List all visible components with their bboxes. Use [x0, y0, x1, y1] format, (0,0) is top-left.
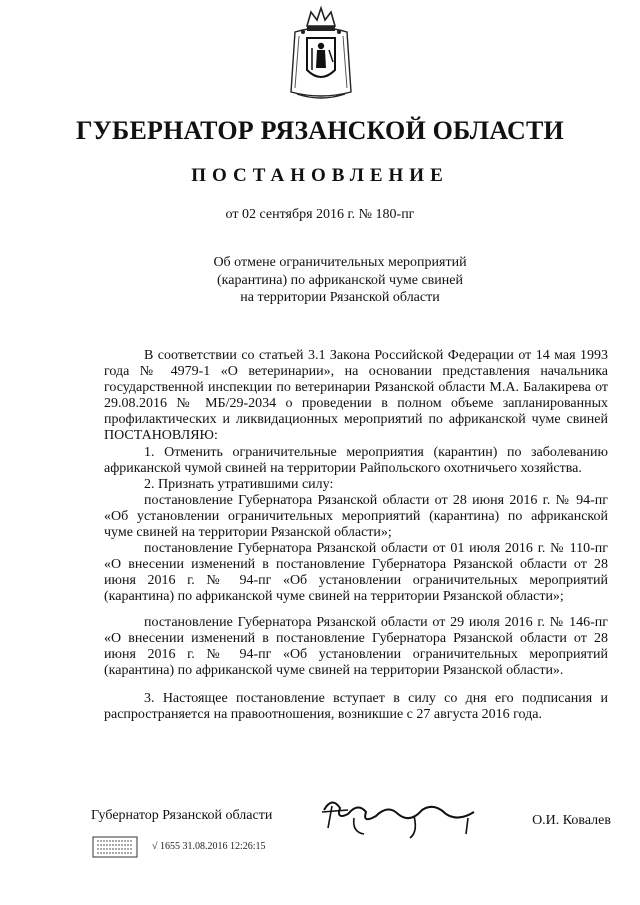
registration-stamp-icon — [92, 836, 138, 858]
issuer-title: ГУБЕРНАТОР РЯЗАНСКОЙ ОБЛАСТИ — [76, 116, 564, 145]
signer-position: Губернатор Рязанской области — [91, 808, 273, 823]
repealed-item-paragraph: постановление Губернатора Рязанской области от 28 июня 2016 г. № 94-пг «Об установлении ограничительных мероприятий (карантина) по африканской чуме свиней на территории Рязанской области»; — [104, 492, 608, 541]
registration-note: √ 1655 31.08.2016 12:26:15 — [152, 841, 266, 852]
document-body — [104, 348, 608, 723]
clause-1-paragraph: 1. Отменить ограничительные мероприятия (карантин) по заболеванию африканской чумой свиней на территории Райпольского охотничьего хозяйства. — [104, 444, 608, 476]
handwritten-signature — [318, 788, 480, 840]
repealed-item-paragraph: постановление Губернатора Рязанской области от 01 июля 2016 г. № 110-пг «О внесении изменений в постановление Губернатора Рязанской области от 28 июня 2016 г. № 94-пг «Об установлении ограничительных мероприятий (карантина) по африканской чуме свиней на территории Рязанской области»; — [104, 541, 608, 605]
repealed-item-paragraph: постановление Губернатора Рязанской области от 29 июля 2016 г. № 146-пг «О внесении изменений в постановление Губернатора Рязанской области от 28 июня 2016 г. № 94-пг «Об установлении ограничительных мероприятий (карантина) по африканской чуме свиней на территории Рязанской области». — [104, 614, 608, 678]
preamble-paragraph: В соответствии со статьей 3.1 Закона Российской Федерации от 14 мая 1993 года № 4979-1 «О ветеринарии», на основании представления начальника государственной инспекции по ветеринарии Рязанской области М.А. Балакирева от 29.08.2016 № МБ/29-2034 о проведении в полном объеме запланированных профилактических и ликвидационных мероприятий по африканской чуме свиней ПОСТАНОВЛЯЮ: — [104, 348, 608, 444]
clause-2-paragraph: 2. Признать утратившими силу: — [144, 476, 334, 492]
signer-name: О.И. Ковалев — [532, 813, 611, 828]
subject-line: Об отмене ограничительных мероприятий — [213, 255, 467, 270]
clause-3-paragraph: 3. Настоящее постановление вступает в силу со дня его подписания и распространяется на правоотношения, возникшие с 27 августа 2016 года. — [104, 690, 608, 722]
coat-of-arms-icon — [285, 4, 357, 104]
subject-line: (карантина) по африканской чуме свиней — [217, 272, 463, 288]
document-subject — [190, 254, 490, 307]
subject-line: на территории Рязанской области — [240, 290, 440, 305]
document-type: ПОСТАНОВЛЕНИЕ — [191, 165, 449, 186]
document-date-number: от 02 сентября 2016 г. № 180-пг — [225, 207, 415, 222]
